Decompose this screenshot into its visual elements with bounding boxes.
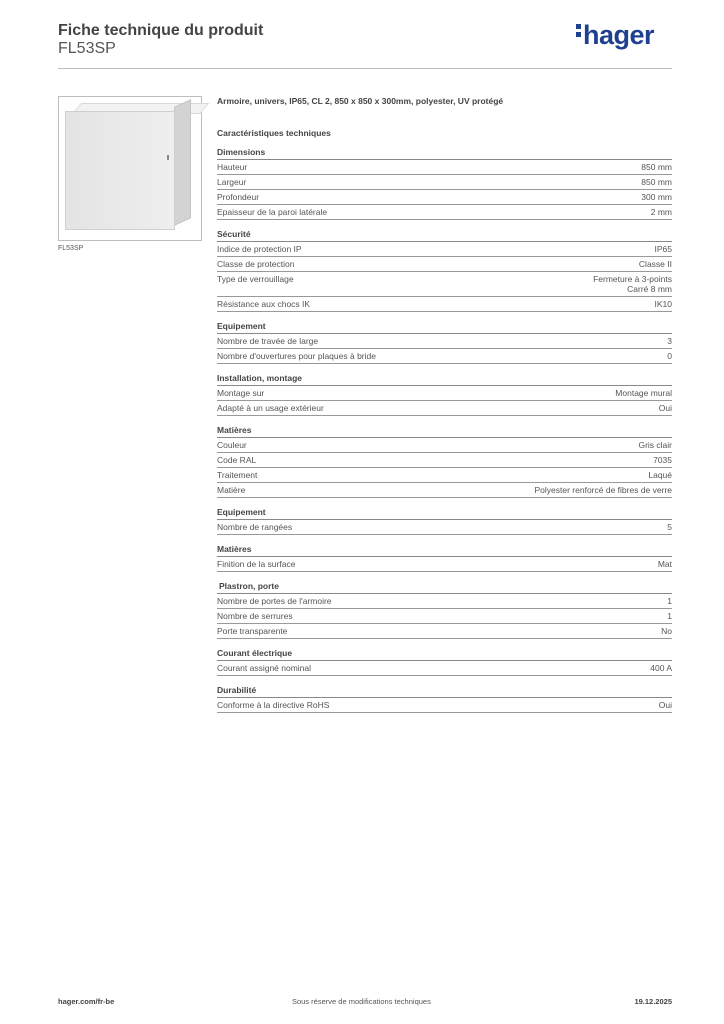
page-title: Fiche technique du produit (58, 22, 264, 39)
spec-group (217, 147, 672, 220)
spec-value: IK10 (654, 299, 672, 309)
spec-row (217, 401, 672, 416)
spec-value: 1 (667, 611, 672, 621)
spec-row (217, 453, 672, 468)
spec-value: 2 mm (650, 207, 672, 217)
spec-row (217, 483, 672, 498)
spec-row (217, 609, 672, 624)
spec-row (217, 520, 672, 535)
spec-label: Code RAL (217, 455, 257, 465)
spec-row (217, 257, 672, 272)
spec-group (217, 544, 672, 572)
footer-date: 19.12.2025 (634, 997, 672, 1006)
header-divider (58, 68, 672, 69)
spec-group-title: Matières (217, 544, 672, 557)
spec-group (217, 685, 672, 713)
spec-value: 0 (667, 351, 672, 361)
spec-value: 300 mm (641, 192, 672, 202)
spec-row (217, 334, 672, 349)
spec-value: Polyester renforcé de fibres de verre (534, 485, 672, 495)
spec-value: No (661, 626, 672, 636)
spec-label: Matière (217, 485, 246, 495)
spec-group (217, 229, 672, 312)
spec-label: Nombre de rangées (217, 522, 293, 532)
spec-label: Classe de protection (217, 259, 295, 269)
page-header (58, 22, 672, 70)
spec-label: Type de verrouillage (217, 274, 294, 284)
spec-value: Mat (657, 559, 672, 569)
spec-group (217, 507, 672, 535)
spec-row (217, 175, 672, 190)
spec-label: Largeur (217, 177, 247, 187)
spec-value: 400 A (650, 663, 672, 673)
spec-row (217, 594, 672, 609)
spec-value: 7035 (653, 455, 672, 465)
spec-group (217, 321, 672, 364)
spec-value: IP65 (654, 244, 672, 254)
spec-group-title: Equipement (217, 321, 672, 334)
product-code: FL53SP (58, 40, 116, 57)
spec-content (217, 96, 672, 722)
spec-label: Profondeur (217, 192, 260, 202)
spec-label: Courant assigné nominal (217, 663, 312, 673)
spec-row (217, 272, 672, 297)
spec-label: Montage sur (217, 388, 265, 398)
spec-group-title: Matières (217, 425, 672, 438)
spec-row (217, 624, 672, 639)
spec-group (217, 425, 672, 498)
spec-value: Montage mural (615, 388, 672, 398)
spec-label: Nombre de portes de l'armoire (217, 596, 332, 606)
spec-label: Conforme à la directive RoHS (217, 700, 330, 710)
spec-label: Nombre de travée de large (217, 336, 319, 346)
spec-value: Classe II (638, 259, 672, 269)
spec-label: Adapté à un usage extérieur (217, 403, 324, 413)
spec-group-title: Installation, montage (217, 373, 672, 386)
spec-value: 1 (667, 596, 672, 606)
spec-value: 850 mm (641, 177, 672, 187)
spec-groups (217, 147, 672, 713)
spec-label: Indice de protection IP (217, 244, 302, 254)
cabinet-lock-icon (167, 155, 169, 160)
spec-label: Epaisseur de la paroi latérale (217, 207, 328, 217)
spec-value: Oui (658, 700, 672, 710)
spec-group-title: Durabilité (217, 685, 672, 698)
spec-value: 3 (667, 336, 672, 346)
spec-row (217, 468, 672, 483)
spec-group (217, 373, 672, 416)
spec-label: Nombre d'ouvertures pour plaques à bride (217, 351, 376, 361)
footer-website: hager.com/fr-be (58, 997, 115, 1006)
footer-disclaimer: Sous réserve de modifications techniques (292, 997, 431, 1006)
logo-dots-icon (576, 21, 581, 40)
spec-label: Porte transparente (217, 626, 288, 636)
spec-row (217, 349, 672, 364)
spec-label: Résistance aux chocs IK (217, 299, 311, 309)
specs-heading: Caractéristiques techniques (217, 128, 331, 138)
hager-logo (576, 20, 654, 51)
spec-row (217, 698, 672, 713)
spec-row (217, 190, 672, 205)
cabinet-front (65, 111, 175, 230)
spec-row (217, 438, 672, 453)
spec-group-title: Equipement (217, 507, 672, 520)
spec-row (217, 386, 672, 401)
product-image (58, 96, 202, 241)
cabinet-side (174, 99, 191, 226)
spec-value: Oui (658, 403, 672, 413)
spec-row (217, 160, 672, 175)
spec-value: Gris clair (638, 440, 672, 450)
spec-value: Fermeture à 3-points Carré 8 mm (593, 274, 672, 294)
spec-value: Laqué (648, 470, 672, 480)
spec-group-title: Dimensions (217, 147, 672, 160)
spec-row (217, 297, 672, 312)
spec-group (217, 648, 672, 676)
spec-label: Hauteur (217, 162, 248, 172)
logo-text: hager (582, 20, 654, 50)
spec-value: 5 (667, 522, 672, 532)
spec-label: Nombre de serrures (217, 611, 293, 621)
spec-row (217, 242, 672, 257)
spec-group-title: Courant électrique (217, 648, 672, 661)
spec-group-title: Plastron, porte (217, 581, 672, 594)
product-image-caption: FL53SP (58, 245, 84, 252)
spec-group-title: Sécurité (217, 229, 672, 242)
spec-row (217, 661, 672, 676)
spec-label: Couleur (217, 440, 247, 450)
spec-label: Traitement (217, 470, 258, 480)
spec-row (217, 557, 672, 572)
spec-value: 850 mm (641, 162, 672, 172)
spec-group (217, 581, 672, 639)
product-description: Armoire, univers, IP65, CL 2, 850 x 850 x 300mm, polyester, UV protégé (217, 96, 504, 106)
spec-label: Finition de la surface (217, 559, 296, 569)
spec-row (217, 205, 672, 220)
